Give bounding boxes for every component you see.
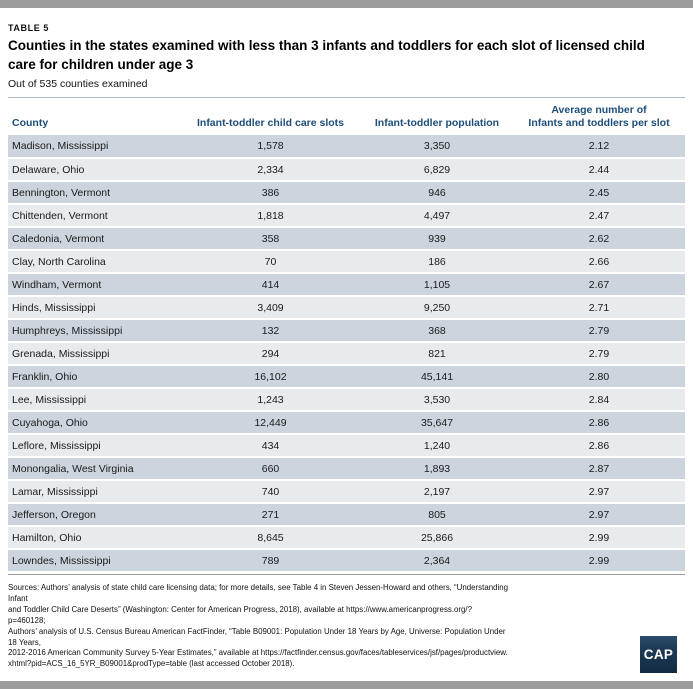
table-row bbox=[8, 250, 685, 273]
population-cell: 25,866 bbox=[420, 531, 454, 544]
population-cell: 805 bbox=[428, 508, 446, 521]
average-cell: 2.87 bbox=[588, 462, 610, 475]
source-line: and Toddler Child Care Deserts” (Washington: Center for American Progress, 2018), available at https://www.americanprogress.org/?p=460128; bbox=[8, 604, 473, 625]
sources-text bbox=[8, 583, 508, 670]
county-cell: Clay, North Carolina bbox=[12, 255, 106, 268]
slots-cell: 16,102 bbox=[254, 370, 287, 383]
column-header-slots: Infant-toddler child care slots bbox=[196, 116, 345, 129]
slots-cell: 12,449 bbox=[254, 416, 287, 429]
population-cell: 1,105 bbox=[423, 278, 451, 291]
population-cell: 3,350 bbox=[423, 140, 451, 153]
table-header bbox=[8, 97, 685, 135]
table-row bbox=[8, 227, 685, 250]
population-cell: 4,497 bbox=[423, 209, 451, 222]
county-cell: Hamilton, Ohio bbox=[12, 531, 82, 544]
table-row bbox=[8, 273, 685, 296]
population-cell: 3,530 bbox=[423, 393, 451, 406]
population-cell: 1,893 bbox=[423, 462, 451, 475]
average-cell: 2.86 bbox=[588, 416, 610, 429]
table-row bbox=[8, 158, 685, 181]
column-header-average bbox=[513, 97, 685, 135]
county-cell: Windham, Vermont bbox=[12, 278, 102, 291]
slots-cell: 1,243 bbox=[257, 393, 284, 406]
average-cell: 2.99 bbox=[588, 531, 610, 544]
table-row bbox=[8, 204, 685, 227]
table-bottom-rule bbox=[8, 574, 685, 575]
county-cell: Lee, Mississippi bbox=[12, 393, 87, 406]
table-row bbox=[8, 319, 685, 342]
table-row bbox=[8, 526, 685, 549]
average-cell: 2.66 bbox=[588, 255, 610, 268]
column-header-population: Infant-toddler population bbox=[374, 116, 500, 129]
population-cell: 45,141 bbox=[420, 370, 454, 383]
slots-cell: 789 bbox=[261, 554, 280, 567]
page-subtitle: Out of 535 counties examined bbox=[8, 77, 148, 90]
population-cell: 946 bbox=[428, 186, 446, 199]
slots-cell: 2,334 bbox=[257, 163, 284, 176]
average-cell: 2.97 bbox=[588, 485, 610, 498]
column-header-county: County bbox=[12, 116, 49, 129]
population-cell: 186 bbox=[428, 255, 446, 268]
population-cell: 939 bbox=[428, 232, 446, 245]
cap-logo bbox=[640, 636, 677, 673]
county-cell: Jefferson, Oregon bbox=[12, 508, 96, 521]
average-cell: 2.47 bbox=[588, 209, 610, 222]
table-row bbox=[8, 480, 685, 503]
population-cell: 821 bbox=[428, 347, 446, 360]
table-row bbox=[8, 388, 685, 411]
county-cell: Caledonia, Vermont bbox=[12, 232, 105, 245]
county-cell: Bennington, Vermont bbox=[12, 186, 111, 199]
table-number-label: TABLE 5 bbox=[8, 23, 50, 33]
table-row bbox=[8, 342, 685, 365]
slots-cell: 660 bbox=[261, 462, 280, 475]
content-area bbox=[0, 8, 693, 670]
average-cell: 2.67 bbox=[588, 278, 610, 291]
average-cell: 2.84 bbox=[588, 393, 610, 406]
top-page-bar bbox=[0, 0, 693, 8]
average-cell: 2.86 bbox=[588, 439, 610, 452]
population-cell: 1,240 bbox=[423, 439, 451, 452]
table-row bbox=[8, 135, 685, 158]
population-cell: 35,647 bbox=[420, 416, 454, 429]
average-cell: 2.71 bbox=[588, 301, 610, 314]
slots-cell: 8,645 bbox=[257, 531, 284, 544]
slots-cell: 434 bbox=[261, 439, 280, 452]
average-cell: 2.44 bbox=[588, 163, 610, 176]
average-cell: 2.62 bbox=[588, 232, 610, 245]
county-cell: Leflore, Mississippi bbox=[12, 439, 101, 452]
average-cell: 2.80 bbox=[588, 370, 610, 383]
county-cell: Lamar, Mississippi bbox=[12, 485, 98, 498]
county-cell: Humphreys, Mississippi bbox=[12, 324, 123, 337]
county-cell: Monongalia, West Virginia bbox=[12, 462, 134, 475]
county-cell: Hinds, Mississippi bbox=[12, 301, 96, 314]
table-row bbox=[8, 365, 685, 388]
source-line: 2012-2016 American Community Survey 5-Year Estimates,” available at https://factfinder.census.gov/faces/tableservices/jsf/pages/productview. bbox=[8, 648, 508, 658]
column-header-average-line2: Infants and toddlers per slot bbox=[528, 116, 670, 129]
slots-cell: 386 bbox=[261, 186, 280, 199]
slots-cell: 3,409 bbox=[257, 301, 284, 314]
slots-cell: 132 bbox=[261, 324, 280, 337]
county-cell: Grenada, Mississippi bbox=[12, 347, 110, 360]
average-cell: 2.79 bbox=[588, 324, 610, 337]
county-cell: Madison, Mississippi bbox=[12, 140, 109, 153]
table-row bbox=[8, 549, 685, 572]
page-title: Counties in the states examined with less than 3 infants and toddlers for each slot of licensed child care for children under age 3 bbox=[8, 38, 645, 72]
source-line: Sources: Authors’ analysis of state child care licensing data; for more details, see Table 4 in Steven Jessen-Howard and others, “Understanding Infant bbox=[8, 583, 509, 603]
slots-cell: 1,818 bbox=[257, 209, 284, 222]
population-cell: 2,197 bbox=[423, 485, 451, 498]
slots-cell: 1,578 bbox=[257, 140, 284, 153]
population-cell: 9,250 bbox=[423, 301, 451, 314]
slots-cell: 740 bbox=[261, 485, 280, 498]
table-row bbox=[8, 296, 685, 319]
slots-cell: 358 bbox=[261, 232, 280, 245]
table-body bbox=[8, 135, 685, 572]
column-header-average-line1: Average number of bbox=[551, 103, 647, 116]
population-cell: 368 bbox=[428, 324, 446, 337]
county-cell: Franklin, Ohio bbox=[12, 370, 78, 383]
county-cell: Chittenden, Vermont bbox=[12, 209, 108, 222]
slots-cell: 414 bbox=[261, 278, 280, 291]
average-cell: 2.99 bbox=[588, 554, 610, 567]
slots-cell: 271 bbox=[261, 508, 280, 521]
county-cell: Lowndes, Mississippi bbox=[12, 554, 111, 567]
cap-logo-text: CAP bbox=[643, 647, 674, 662]
source-line: xhtml?pid=ACS_16_5YR_B09001&prodType=table (last accessed October 2018). bbox=[8, 659, 295, 669]
slots-cell: 70 bbox=[264, 255, 277, 268]
slots-cell: 294 bbox=[261, 347, 280, 360]
county-cell: Delaware, Ohio bbox=[12, 163, 85, 176]
header-row bbox=[8, 97, 685, 135]
population-cell: 2,364 bbox=[423, 554, 451, 567]
source-line: Authors’ analysis of U.S. Census Bureau American FactFinder, “Table B09001: Population Under 18 Years by Age, Universe: Population Under 18 Years, bbox=[8, 626, 506, 647]
table-row bbox=[8, 503, 685, 526]
table-row bbox=[8, 457, 685, 480]
counties-table bbox=[8, 97, 685, 573]
average-cell: 2.97 bbox=[588, 508, 610, 521]
average-cell: 2.45 bbox=[588, 186, 610, 199]
average-cell: 2.12 bbox=[588, 140, 610, 153]
table-row bbox=[8, 434, 685, 457]
bottom-page-bar bbox=[0, 681, 693, 689]
table-row bbox=[8, 181, 685, 204]
population-cell: 6,829 bbox=[423, 163, 451, 176]
county-cell: Cuyahoga, Ohio bbox=[12, 416, 88, 429]
table-row bbox=[8, 411, 685, 434]
average-cell: 2.79 bbox=[588, 347, 610, 360]
